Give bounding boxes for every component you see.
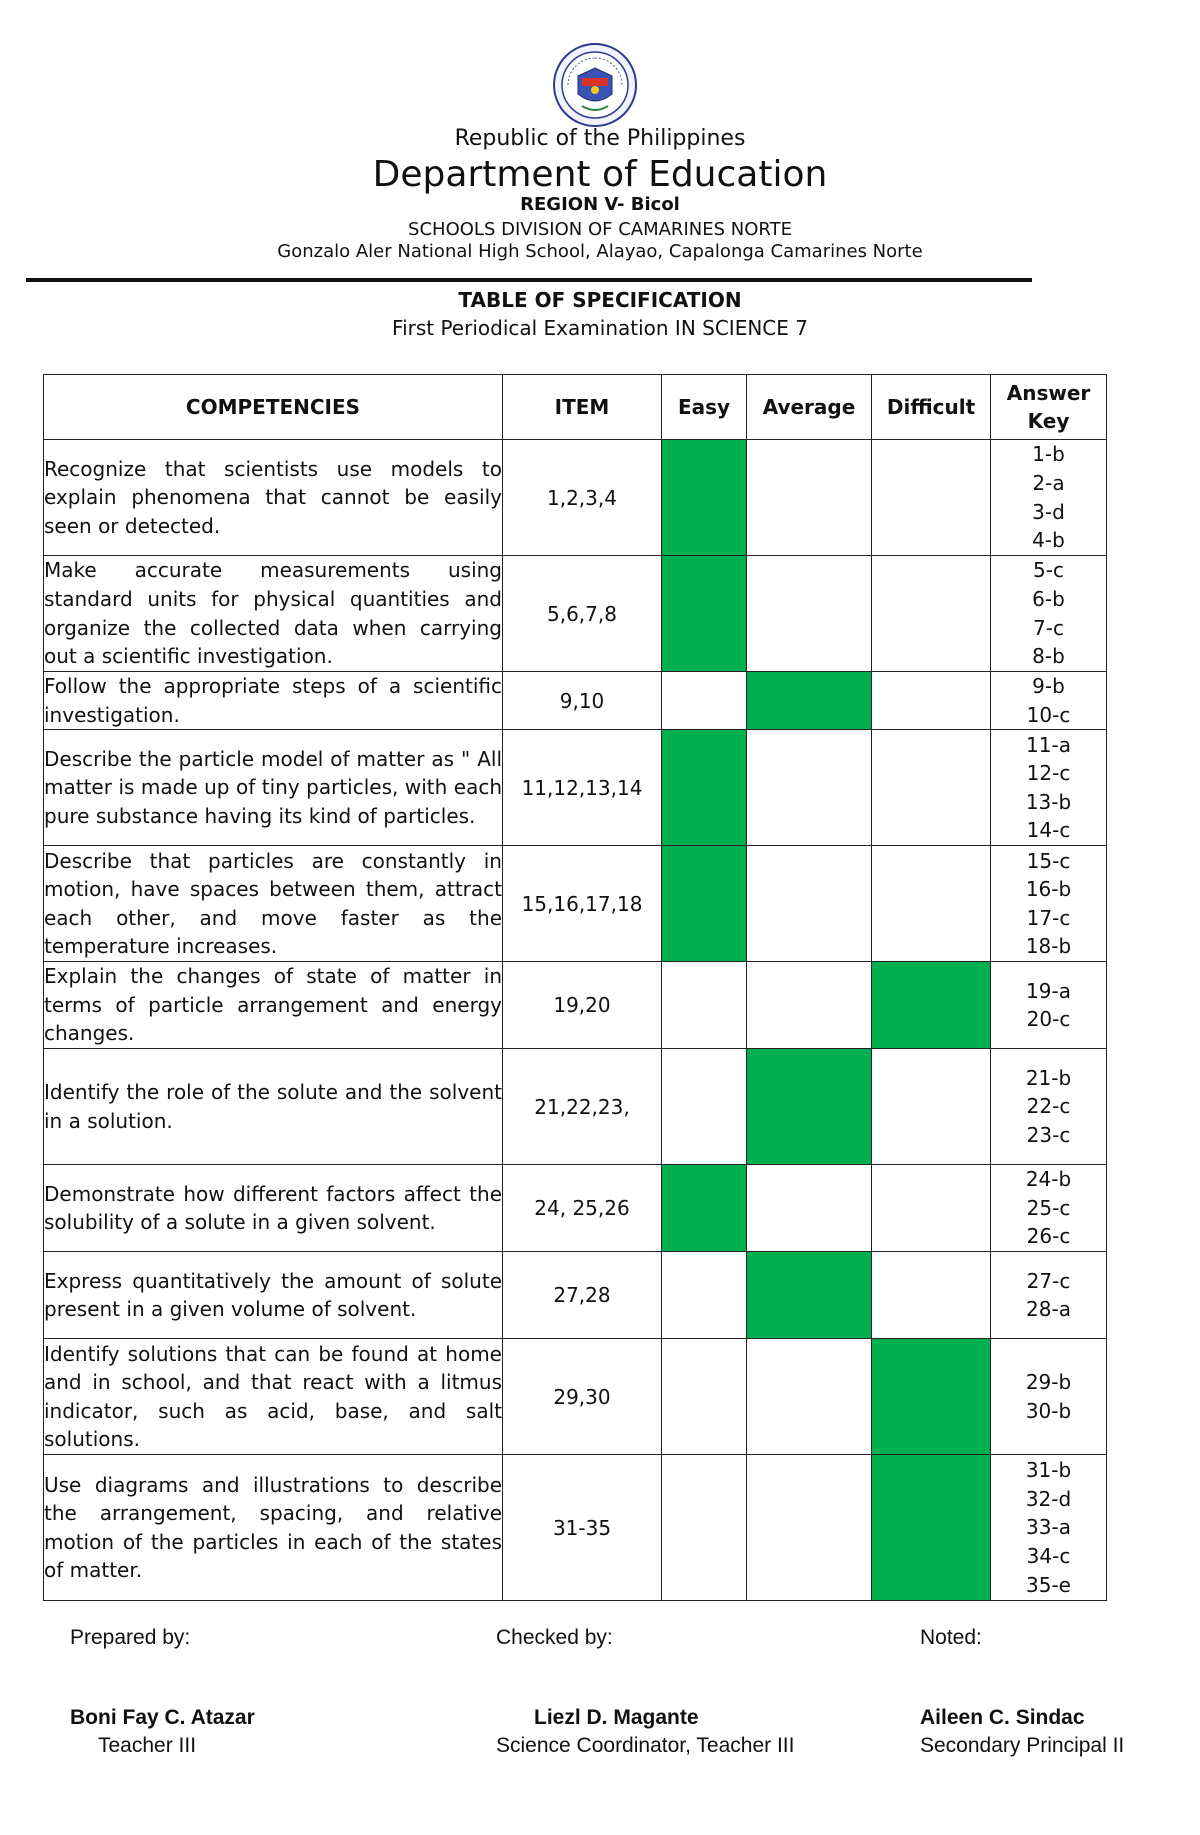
document-title: TABLE OF SPECIFICATION	[458, 288, 742, 312]
easy-level-cell	[662, 1339, 747, 1455]
easy-level-cell	[662, 962, 747, 1049]
answer-key-cell	[991, 1049, 1107, 1165]
answer-key-cell	[991, 440, 1107, 556]
answer-key-cell	[991, 1455, 1107, 1601]
answer-key-entry: 12-c	[1026, 761, 1071, 786]
competency-cell: Demonstrate how different factors affect the solubility of a solute in a given solvent.	[44, 1165, 503, 1252]
competency-cell: Make accurate measurements using standard units for physical quantities and organize the collected data when carrying out a scientific investigation.	[44, 556, 503, 672]
school-line: Gonzalo Aler National High School, Alayao, Capalonga Camarines Norte	[277, 241, 923, 262]
item-cell: 5,6,7,8	[503, 556, 662, 672]
table-row	[44, 440, 1107, 556]
header-difficult: Difficult	[872, 375, 991, 440]
competency-cell: Express quantitatively the amount of solute present in a given volume of solvent.	[44, 1252, 503, 1339]
prepared-position: Teacher III	[98, 1734, 197, 1757]
specification-table	[43, 374, 1107, 1601]
difficult-level-cell	[872, 1339, 991, 1455]
table-row	[44, 730, 1107, 846]
answer-key-entry: 10-c	[1026, 702, 1071, 727]
answer-key-entry: 8-b	[1032, 644, 1065, 669]
answer-key-cell	[991, 556, 1107, 672]
answer-key-cell	[991, 1339, 1107, 1455]
deped-seal	[552, 42, 638, 128]
answer-key-entry: 5-c	[1033, 558, 1064, 583]
answer-key-entry: 11-a	[1026, 732, 1071, 757]
average-level-cell	[747, 440, 872, 556]
average-level-cell	[747, 1252, 872, 1339]
table-row	[44, 1049, 1107, 1165]
average-level-cell	[747, 556, 872, 672]
answer-key-entry: 23-c	[1026, 1122, 1071, 1147]
average-level-cell	[747, 1455, 872, 1601]
item-cell: 21,22,23,	[503, 1049, 662, 1165]
answer-key-entry: 19-a	[1026, 978, 1071, 1003]
easy-level-cell	[662, 440, 747, 556]
average-level-cell	[747, 962, 872, 1049]
competency-cell: Identify the role of the solute and the solvent in a solution.	[44, 1049, 503, 1165]
average-level-cell	[747, 1165, 872, 1252]
item-cell: 29,30	[503, 1339, 662, 1455]
table-row	[44, 846, 1107, 962]
difficult-level-cell	[872, 440, 991, 556]
item-cell: 24, 25,26	[503, 1165, 662, 1252]
difficult-level-cell	[872, 1252, 991, 1339]
answer-key-entry: 32-d	[1025, 1486, 1072, 1511]
answer-key-entry: 13-b	[1025, 789, 1072, 814]
answer-key-entry: 21-b	[1025, 1065, 1072, 1090]
easy-level-cell	[662, 672, 747, 730]
easy-level-cell	[662, 1049, 747, 1165]
answer-key-entry: 16-b	[1025, 877, 1072, 902]
answer-key-cell	[991, 1252, 1107, 1339]
prepared-label: Prepared by:	[70, 1626, 191, 1649]
item-cell: 11,12,13,14	[503, 730, 662, 846]
answer-key-entry: 2-a	[1032, 470, 1065, 495]
header-answer-key: Answer Key	[991, 375, 1107, 440]
easy-level-cell	[662, 1165, 747, 1252]
header-average: Average	[747, 375, 872, 440]
difficult-level-cell	[872, 730, 991, 846]
answer-key-entry: 17-c	[1026, 905, 1071, 930]
answer-key-entry: 34-c	[1026, 1543, 1071, 1568]
average-level-cell	[747, 1339, 872, 1455]
division-line: SCHOOLS DIVISION OF CAMARINES NORTE	[408, 219, 792, 240]
answer-key-entry: 1-b	[1032, 442, 1065, 467]
table-row	[44, 1455, 1107, 1601]
competency-cell: Recognize that scientists use models to explain phenomena that cannot be easily seen or detected.	[44, 440, 503, 556]
easy-level-cell	[662, 1455, 747, 1601]
answer-key-cell	[991, 672, 1107, 730]
competency-cell: Identify solutions that can be found at home and in school, and that react with a litmus indicator, such as acid, base, and salt solutions.	[44, 1339, 503, 1455]
answer-key-entry: 6-b	[1032, 586, 1065, 611]
easy-level-cell	[662, 730, 747, 846]
region-line: REGION V- Bicol	[520, 194, 680, 215]
table-row	[44, 962, 1107, 1049]
difficult-level-cell	[872, 556, 991, 672]
answer-key-cell	[991, 1165, 1107, 1252]
answer-key-entry: 30-b	[1025, 1398, 1072, 1423]
answer-key-entry: 9-b	[1032, 674, 1065, 698]
answer-key-cell	[991, 962, 1107, 1049]
answer-key-entry: 3-d	[1032, 499, 1065, 524]
answer-key-entry: 22-c	[1026, 1094, 1071, 1119]
answer-key-entry: 27-c	[1026, 1268, 1071, 1293]
answer-key-entry: 18-b	[1025, 934, 1072, 959]
answer-key-entry: 15-c	[1026, 848, 1071, 873]
answer-key-cell	[991, 730, 1107, 846]
checked-label: Checked by:	[496, 1626, 613, 1649]
header-easy: Easy	[662, 375, 747, 440]
table-row	[44, 1339, 1107, 1455]
item-cell: 9,10	[503, 672, 662, 730]
noted-name: Aileen C. Sindac	[920, 1706, 1085, 1729]
average-level-cell	[747, 730, 872, 846]
easy-level-cell	[662, 556, 747, 672]
competency-cell: Describe that particles are constantly in motion, have spaces between them, attract each other, and move faster as the temperature increases.	[44, 846, 503, 962]
table-row	[44, 672, 1107, 730]
answer-key-entry: 24-b	[1025, 1167, 1072, 1192]
average-level-cell	[747, 1049, 872, 1165]
difficult-level-cell	[872, 672, 991, 730]
checked-position: Science Coordinator, Teacher III	[496, 1734, 795, 1757]
item-cell: 31-35	[503, 1455, 662, 1601]
item-cell: 1,2,3,4	[503, 440, 662, 556]
header-item: ITEM	[503, 375, 662, 440]
answer-key-entry: 25-c	[1026, 1195, 1071, 1220]
easy-level-cell	[662, 1252, 747, 1339]
answer-key-entry: 14-c	[1026, 818, 1071, 843]
competency-cell: Follow the appropriate steps of a scientific investigation.	[44, 672, 503, 730]
average-level-cell	[747, 672, 872, 730]
competency-cell: Explain the changes of state of matter in terms of particle arrangement and energy changes.	[44, 962, 503, 1049]
answer-key-entry: 31-b	[1025, 1458, 1072, 1483]
header-competencies: COMPETENCIES	[44, 375, 503, 440]
answer-key-entry: 20-c	[1026, 1007, 1071, 1032]
difficult-level-cell	[872, 846, 991, 962]
difficult-level-cell	[872, 1049, 991, 1165]
difficult-level-cell	[872, 1455, 991, 1601]
competency-cell: Describe the particle model of matter as " All matter is made up of tiny particles, with each pure substance having its kind of particles.	[44, 730, 503, 846]
easy-level-cell	[662, 846, 747, 962]
item-cell: 15,16,17,18	[503, 846, 662, 962]
republic-line: Republic of the Philippines	[454, 126, 746, 151]
item-cell: 19,20	[503, 962, 662, 1049]
department-title: Department of Education	[372, 154, 828, 195]
noted-label: Noted:	[920, 1626, 982, 1649]
average-level-cell	[747, 846, 872, 962]
table-row	[44, 1252, 1107, 1339]
competency-cell: Use diagrams and illustrations to describe the arrangement, spacing, and relative motion of the particles in each of the states of matter.	[44, 1455, 503, 1601]
difficult-level-cell	[872, 962, 991, 1049]
answer-key-entry: 35-e	[1026, 1572, 1071, 1597]
table-header-row	[44, 375, 1107, 440]
item-cell: 27,28	[503, 1252, 662, 1339]
table-row	[44, 1165, 1107, 1252]
prepared-name: Boni Fay C. Atazar	[70, 1706, 255, 1729]
answer-key-entry: 29-b	[1025, 1370, 1072, 1395]
answer-key-entry: 28-a	[1026, 1297, 1071, 1322]
answer-key-entry: 33-a	[1026, 1515, 1071, 1540]
document-subtitle: First Periodical Examination IN SCIENCE 7	[392, 316, 808, 340]
noted-position: Secondary Principal II	[920, 1734, 1125, 1757]
checked-name: Liezl D. Magante	[534, 1706, 699, 1729]
difficult-level-cell	[872, 1165, 991, 1252]
answer-key-entry: 7-c	[1033, 615, 1064, 640]
header-divider	[26, 278, 1032, 282]
answer-key-entry: 26-c	[1026, 1224, 1071, 1249]
answer-key-entry: 4-b	[1032, 528, 1065, 553]
table-body	[44, 440, 1107, 1601]
answer-key-cell	[991, 846, 1107, 962]
table-row	[44, 556, 1107, 672]
